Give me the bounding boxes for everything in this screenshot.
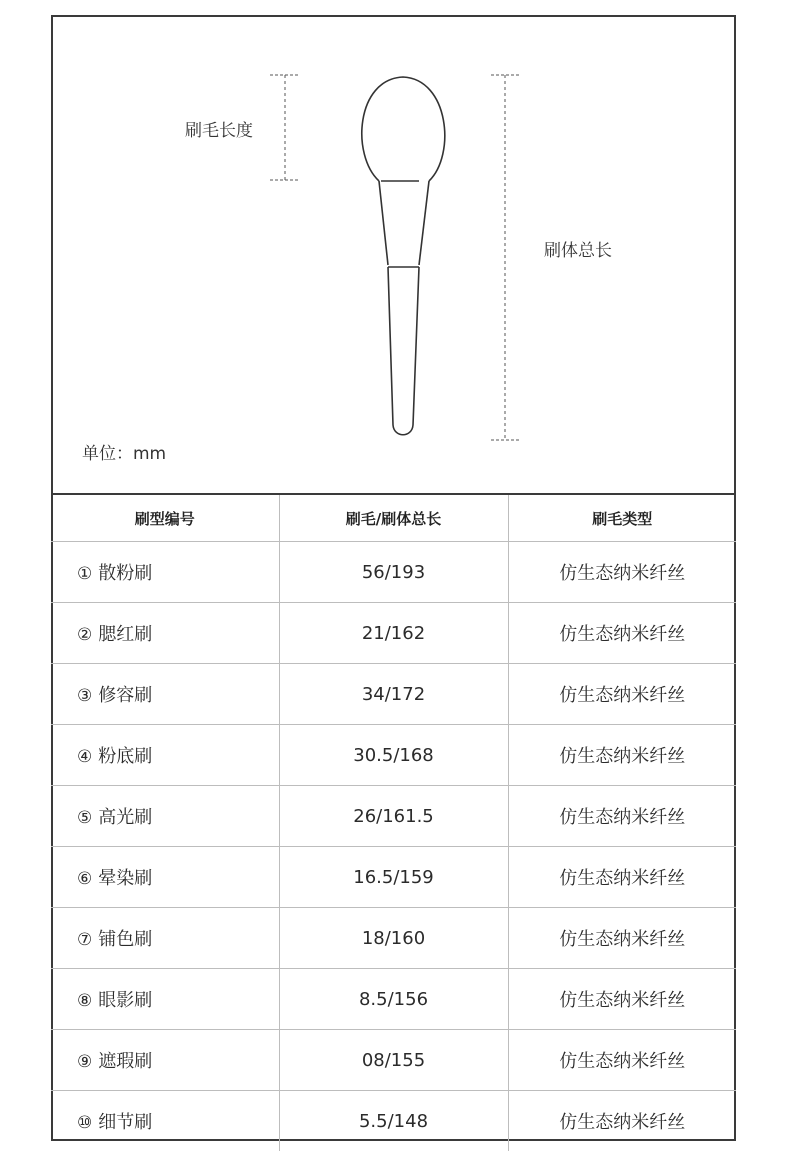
length-cell: 08/155 bbox=[279, 1030, 508, 1091]
total-length-label: 刷体总长 bbox=[544, 241, 612, 261]
length-cell: 18/160 bbox=[279, 908, 508, 969]
brush-name: 修容刷 bbox=[98, 685, 153, 706]
brush-name: 高光刷 bbox=[98, 807, 153, 828]
brush-outline bbox=[362, 77, 445, 435]
brush-name: 晕染刷 bbox=[98, 868, 153, 889]
brush-spec-table bbox=[51, 493, 736, 1151]
table-row bbox=[51, 908, 736, 969]
type-cell: 仿生态纳米纤丝 bbox=[508, 542, 736, 603]
brush-name: 铺色刷 bbox=[98, 929, 153, 950]
brush-name: 腮红刷 bbox=[98, 624, 153, 645]
length-cell: 16.5/159 bbox=[279, 847, 508, 908]
table-row bbox=[51, 725, 736, 786]
brush-name-cell bbox=[51, 786, 279, 847]
brush-name: 散粉刷 bbox=[98, 563, 153, 584]
brush-name-cell bbox=[51, 1091, 279, 1152]
brush-illustration bbox=[51, 15, 736, 493]
brush-name: 遮瑕刷 bbox=[98, 1051, 153, 1072]
brush-name: 细节刷 bbox=[98, 1112, 153, 1133]
unit-label: 单位：mm bbox=[82, 444, 167, 464]
row-number: ⑩ bbox=[77, 1113, 93, 1133]
bristle-length-label: 刷毛长度 bbox=[185, 121, 253, 141]
type-cell: 仿生态纳米纤丝 bbox=[508, 786, 736, 847]
length-cell: 21/162 bbox=[279, 603, 508, 664]
brush-name-cell bbox=[51, 1030, 279, 1091]
row-number: ⑥ bbox=[77, 869, 93, 889]
brush-diagram bbox=[51, 15, 736, 493]
length-cell: 30.5/168 bbox=[279, 725, 508, 786]
brush-name: 粉底刷 bbox=[98, 746, 153, 767]
row-number: ⑤ bbox=[77, 808, 93, 828]
row-number: ① bbox=[77, 564, 93, 584]
length-cell: 5.5/148 bbox=[279, 1091, 508, 1152]
type-cell: 仿生态纳米纤丝 bbox=[508, 725, 736, 786]
row-number: ③ bbox=[77, 686, 93, 706]
brush-name-cell bbox=[51, 664, 279, 725]
table-row bbox=[51, 969, 736, 1030]
table-row bbox=[51, 603, 736, 664]
type-cell: 仿生态纳米纤丝 bbox=[508, 908, 736, 969]
row-number: ② bbox=[77, 625, 93, 645]
brush-name-cell bbox=[51, 908, 279, 969]
length-cell: 34/172 bbox=[279, 664, 508, 725]
table-row bbox=[51, 1091, 736, 1152]
row-number: ⑨ bbox=[77, 1052, 93, 1072]
table-row bbox=[51, 542, 736, 603]
header-brush-number: 刷型编号 bbox=[51, 494, 279, 542]
row-number: ④ bbox=[77, 747, 93, 767]
brush-name-cell bbox=[51, 542, 279, 603]
header-length: 刷毛/刷体总长 bbox=[279, 494, 508, 542]
length-cell: 56/193 bbox=[279, 542, 508, 603]
length-cell: 8.5/156 bbox=[279, 969, 508, 1030]
row-number: ⑦ bbox=[77, 930, 93, 950]
length-cell: 26/161.5 bbox=[279, 786, 508, 847]
table-header-row bbox=[51, 494, 736, 542]
type-cell: 仿生态纳米纤丝 bbox=[508, 1091, 736, 1152]
table-row bbox=[51, 1030, 736, 1091]
type-cell: 仿生态纳米纤丝 bbox=[508, 847, 736, 908]
brush-name-cell bbox=[51, 847, 279, 908]
row-number: ⑧ bbox=[77, 991, 93, 1011]
type-cell: 仿生态纳米纤丝 bbox=[508, 603, 736, 664]
total-length-dimension bbox=[491, 75, 519, 440]
table-row bbox=[51, 786, 736, 847]
brush-name: 眼影刷 bbox=[98, 990, 153, 1011]
type-cell: 仿生态纳米纤丝 bbox=[508, 1030, 736, 1091]
header-bristle-type: 刷毛类型 bbox=[508, 494, 736, 542]
brush-name-cell bbox=[51, 969, 279, 1030]
table-row bbox=[51, 664, 736, 725]
brush-name-cell bbox=[51, 725, 279, 786]
brush-name-cell bbox=[51, 603, 279, 664]
type-cell: 仿生态纳米纤丝 bbox=[508, 664, 736, 725]
type-cell: 仿生态纳米纤丝 bbox=[508, 969, 736, 1030]
bristle-length-dimension bbox=[270, 75, 298, 180]
table-row bbox=[51, 847, 736, 908]
